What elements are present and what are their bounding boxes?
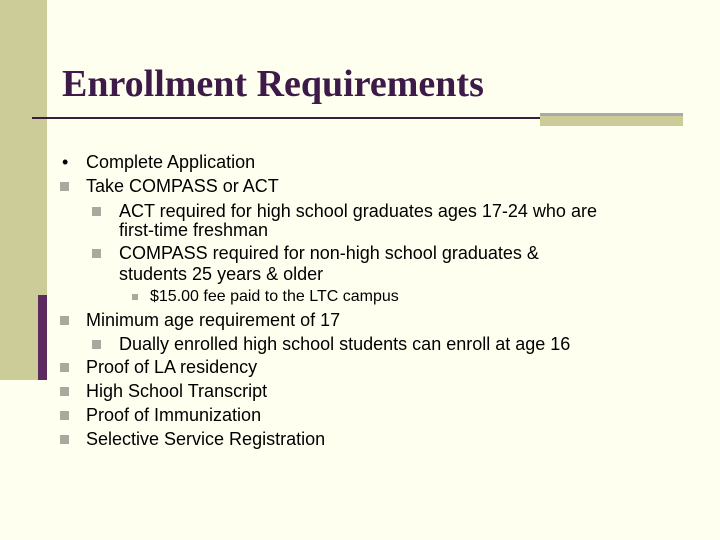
list-item-text: Selective Service Registration — [86, 429, 326, 449]
square-bullet-icon — [92, 340, 101, 349]
list-item-text: Take COMPASS or ACT — [86, 176, 279, 196]
list-item-text: first-time freshman — [119, 220, 269, 240]
list-item-text: Proof of LA residency — [86, 357, 258, 377]
list-item-text: $15.00 fee paid to the LTC campus — [150, 288, 399, 305]
square-bullet-icon — [60, 411, 69, 420]
list-item-text: COMPASS required for non-high school graduates & — [119, 243, 539, 263]
bullet-dot-icon: • — [62, 152, 69, 172]
list-item-text: Minimum age requirement of 17 — [86, 310, 341, 330]
list-item-text: ACT required for high school graduates ages 17-24 who are — [119, 201, 597, 221]
square-bullet-icon — [60, 387, 69, 396]
list-item-text: students 25 years & older — [119, 264, 324, 284]
square-bullet-icon — [132, 294, 138, 300]
list-item-text: Dually enrolled high school students can enroll at age 16 — [119, 334, 571, 354]
list-item-text: Proof of Immunization — [86, 405, 262, 425]
square-bullet-icon — [92, 249, 101, 258]
slide-title: Enrollment Requirements — [62, 63, 484, 105]
square-bullet-icon — [60, 435, 69, 444]
square-bullet-icon — [92, 207, 101, 216]
square-bullet-icon — [60, 316, 69, 325]
list-item-text: Complete Application — [86, 152, 256, 172]
square-bullet-icon — [60, 182, 69, 191]
list-item-text: High School Transcript — [86, 381, 268, 401]
square-bullet-icon — [60, 363, 69, 372]
